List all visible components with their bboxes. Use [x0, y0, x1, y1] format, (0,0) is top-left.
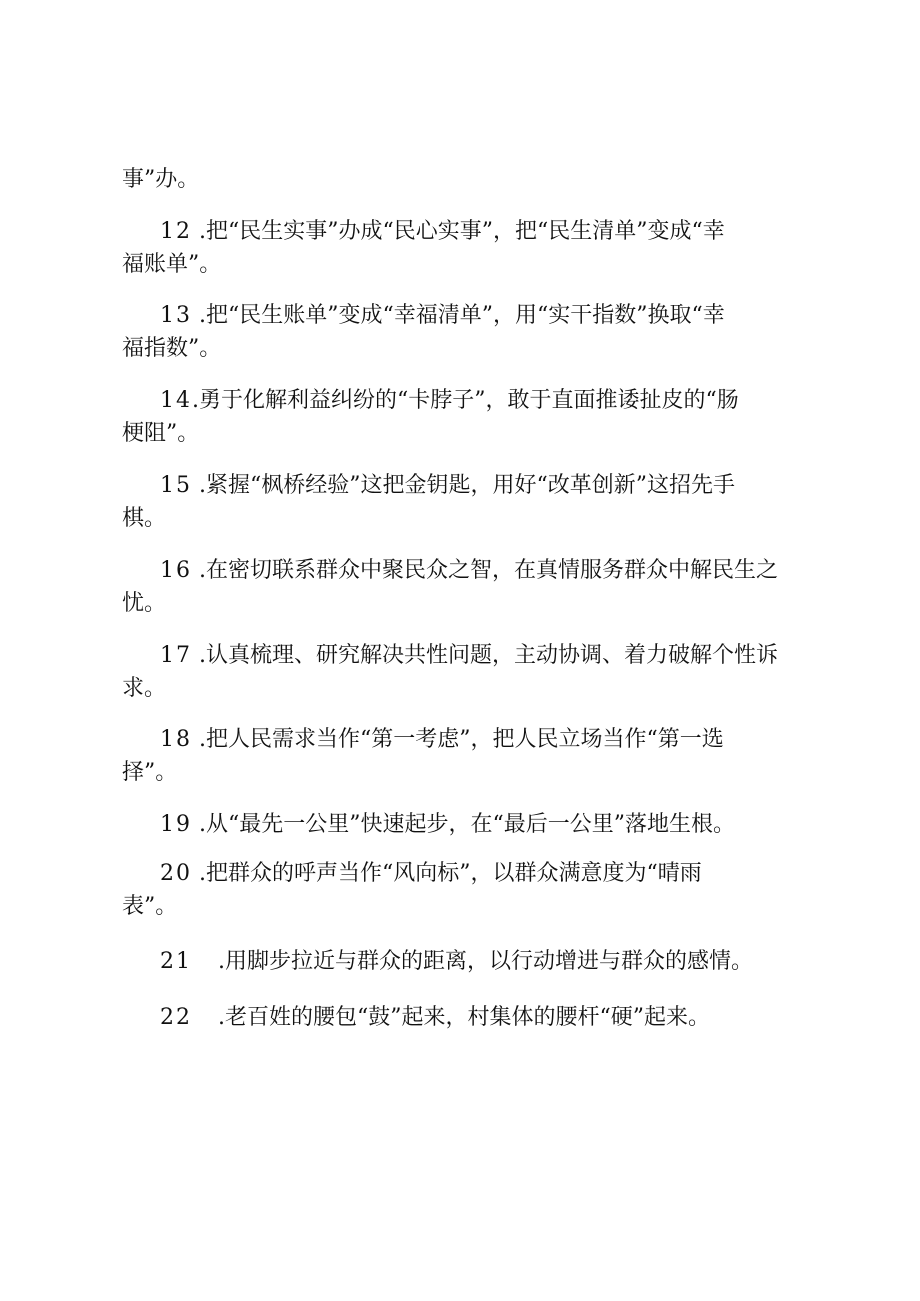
- list-item-17: [122, 639, 812, 705]
- item-number: 18: [160, 727, 192, 752]
- item-number: 16: [160, 558, 192, 583]
- item-text-line1: 认真梳理、研究解决共性问题，主动协调、着力破解个性诉: [206, 643, 779, 668]
- list-item-20: [122, 857, 812, 923]
- item-separator: .: [192, 727, 206, 752]
- list-item-13: [122, 299, 812, 365]
- item-text-line1: 把人民需求当作“第一考虑”，把人民立场当作“第一选: [206, 727, 724, 752]
- item-number: 22: [160, 1005, 192, 1030]
- item-text-line2: 福指数”。: [122, 336, 222, 361]
- item-separator: .: [192, 812, 206, 837]
- item-separator: .: [192, 861, 206, 886]
- item-text-line2: 求。: [122, 676, 167, 701]
- item-number: 13: [160, 303, 192, 328]
- item-separator: .: [218, 1005, 225, 1030]
- item-text-line2: 忧。: [122, 591, 167, 616]
- item-number: 19: [160, 812, 192, 837]
- item-text-line2: 棋。: [122, 506, 167, 531]
- item-text-line1: 老百姓的腰包“鼓”起来，村集体的腰杆“硬”起来。: [225, 1005, 710, 1030]
- item-number: 14: [160, 388, 192, 413]
- list-item-19: [122, 808, 812, 841]
- item-text-line2: 表”。: [122, 894, 178, 919]
- item-number: 21: [160, 949, 192, 974]
- item-text-line1: 从“最先一公里”快速起步，在“最后一公里”落地生根。: [206, 812, 735, 837]
- list-item-15: [122, 469, 812, 535]
- item-separator: .: [192, 388, 199, 413]
- item-text-line1: 把“民生实事”办成“民心实事”，把“民生清单”变成“幸: [206, 219, 725, 244]
- list-item-18: [122, 723, 812, 789]
- item-number: 20: [160, 861, 192, 886]
- list-item-22: [122, 1001, 812, 1034]
- item-separator: .: [192, 303, 206, 328]
- paragraph-text: 事”办。: [122, 167, 200, 192]
- list-item-12: [122, 215, 812, 281]
- item-text-line1: 把“民生账单”变成“幸福清单”，用“实干指数”换取“幸: [206, 303, 725, 328]
- item-separator: .: [192, 219, 206, 244]
- item-text-line2: 福账单”。: [122, 252, 222, 277]
- item-separator: .: [192, 643, 206, 668]
- item-number: 15: [160, 473, 192, 498]
- item-separator: .: [218, 949, 225, 974]
- item-text-line1: 把群众的呼声当作“风向标”，以群众满意度为“晴雨: [206, 861, 702, 886]
- item-text-line2: 择”。: [122, 760, 178, 785]
- item-separator: .: [192, 473, 206, 498]
- item-separator: .: [192, 558, 206, 583]
- item-text-line1: 用脚步拉近与群众的距离，以行动增进与群众的感情。: [225, 949, 754, 974]
- item-text-line1: 紧握“枫桥经验”这把金钥匙，用好“改革创新”这招先手: [206, 473, 735, 498]
- list-item-14: [122, 384, 812, 450]
- item-number: 17: [160, 643, 192, 668]
- list-item-21: [122, 945, 812, 978]
- item-number: 12: [160, 219, 192, 244]
- item-text-line1: 勇于化解利益纠纷的“卡脖子”，敢于直面推诿扯皮的“肠: [199, 388, 739, 413]
- item-text-line1: 在密切联系群众中聚民众之智，在真情服务群众中解民生之: [206, 558, 779, 583]
- list-item-16: [122, 554, 812, 620]
- continuation-paragraph: [122, 163, 812, 196]
- item-text-line2: 梗阻”。: [122, 421, 200, 446]
